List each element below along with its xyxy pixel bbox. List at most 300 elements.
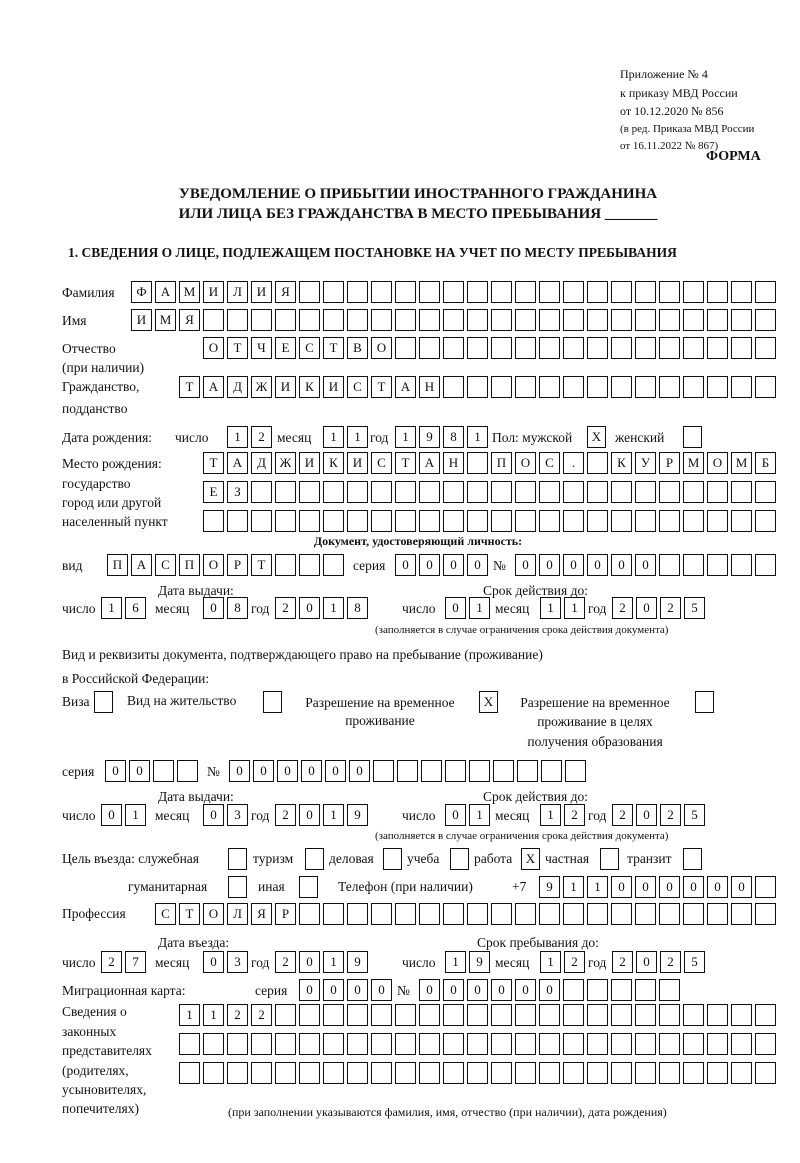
char-cell[interactable]: Ж	[275, 452, 296, 474]
char-cell[interactable]: Р	[659, 452, 680, 474]
char-cell[interactable]	[491, 510, 512, 532]
char-cell[interactable]: 0	[636, 804, 657, 826]
char-cell[interactable]	[371, 903, 392, 925]
char-cell[interactable]: 0	[683, 876, 704, 898]
char-cell[interactable]: 0	[515, 554, 536, 576]
day-field[interactable]	[445, 804, 493, 826]
char-cell[interactable]: 0	[229, 760, 250, 782]
month-field[interactable]	[203, 597, 251, 619]
char-cell[interactable]: 2	[612, 951, 633, 973]
year-field[interactable]	[612, 597, 708, 619]
char-cell[interactable]: 0	[347, 979, 368, 1001]
char-cell[interactable]	[659, 337, 680, 359]
char-cell[interactable]: 1	[563, 876, 584, 898]
char-cell[interactable]: 2	[251, 1004, 272, 1026]
birth-place-row-2[interactable]	[203, 481, 779, 503]
char-cell[interactable]: 1	[445, 951, 466, 973]
char-cell[interactable]: 0	[635, 876, 656, 898]
char-cell[interactable]	[347, 481, 368, 503]
char-cell[interactable]	[179, 1062, 200, 1084]
char-cell[interactable]	[755, 337, 776, 359]
char-cell[interactable]: 2	[101, 951, 122, 973]
char-cell[interactable]	[251, 1062, 272, 1084]
char-cell[interactable]	[587, 376, 608, 398]
char-cell[interactable]: 0	[659, 876, 680, 898]
char-cell[interactable]	[227, 309, 248, 331]
day-field[interactable]	[445, 951, 493, 973]
char-cell[interactable]	[373, 760, 394, 782]
char-cell[interactable]	[731, 510, 752, 532]
char-cell[interactable]: Л	[227, 903, 248, 925]
char-cell[interactable]: .	[563, 452, 584, 474]
char-cell[interactable]	[659, 510, 680, 532]
char-cell[interactable]	[515, 337, 536, 359]
char-cell[interactable]: 8	[347, 597, 368, 619]
char-cell[interactable]	[395, 309, 416, 331]
char-cell[interactable]: 0	[203, 597, 224, 619]
char-cell[interactable]	[371, 1004, 392, 1026]
char-cell[interactable]: К	[323, 452, 344, 474]
year-field[interactable]	[275, 597, 371, 619]
char-cell[interactable]: О	[515, 452, 536, 474]
char-cell[interactable]	[659, 309, 680, 331]
char-cell[interactable]: Д	[227, 376, 248, 398]
char-cell[interactable]	[299, 554, 320, 576]
char-cell[interactable]	[635, 510, 656, 532]
id-doc-number-field[interactable]	[515, 554, 779, 576]
char-cell[interactable]	[539, 903, 560, 925]
char-cell[interactable]	[443, 1004, 464, 1026]
char-cell[interactable]	[707, 309, 728, 331]
char-cell[interactable]: М	[179, 281, 200, 303]
char-cell[interactable]	[565, 760, 586, 782]
char-cell[interactable]: 0	[563, 554, 584, 576]
char-cell[interactable]	[635, 979, 656, 1001]
profession-field[interactable]	[155, 903, 779, 925]
char-cell[interactable]	[731, 309, 752, 331]
char-cell[interactable]	[493, 760, 514, 782]
char-cell[interactable]: О	[203, 554, 224, 576]
char-cell[interactable]: 1	[203, 1004, 224, 1026]
char-cell[interactable]	[539, 1004, 560, 1026]
char-cell[interactable]	[275, 481, 296, 503]
char-cell[interactable]	[755, 554, 776, 576]
char-cell[interactable]	[515, 510, 536, 532]
char-cell[interactable]: 9	[347, 951, 368, 973]
stay-doc-series-field[interactable]	[105, 760, 201, 782]
id-doc-series-field[interactable]	[395, 554, 491, 576]
char-cell[interactable]	[323, 510, 344, 532]
char-cell[interactable]: Т	[179, 376, 200, 398]
char-cell[interactable]: 1	[469, 597, 490, 619]
char-cell[interactable]	[323, 481, 344, 503]
char-cell[interactable]: 0	[395, 554, 416, 576]
char-cell[interactable]	[491, 1033, 512, 1055]
year-field[interactable]	[275, 951, 371, 973]
char-cell[interactable]	[251, 1033, 272, 1055]
char-cell[interactable]	[467, 452, 488, 474]
char-cell[interactable]	[755, 1004, 776, 1026]
char-cell[interactable]	[515, 309, 536, 331]
char-cell[interactable]: 0	[129, 760, 150, 782]
char-cell[interactable]	[227, 510, 248, 532]
visa-checkbox[interactable]	[94, 691, 113, 713]
char-cell[interactable]	[587, 1033, 608, 1055]
char-cell[interactable]	[563, 979, 584, 1001]
char-cell[interactable]	[491, 309, 512, 331]
char-cell[interactable]	[707, 1004, 728, 1026]
month-field[interactable]	[540, 804, 588, 826]
char-cell[interactable]	[419, 1062, 440, 1084]
day-field[interactable]	[101, 951, 149, 973]
char-cell[interactable]: 1	[540, 597, 561, 619]
char-cell[interactable]	[275, 510, 296, 532]
month-field[interactable]	[203, 804, 251, 826]
char-cell[interactable]	[731, 481, 752, 503]
char-cell[interactable]: Я	[179, 309, 200, 331]
char-cell[interactable]: Н	[443, 452, 464, 474]
char-cell[interactable]	[515, 1004, 536, 1026]
char-cell[interactable]	[419, 510, 440, 532]
residence-permit-checkbox[interactable]	[263, 691, 282, 713]
char-cell[interactable]	[491, 903, 512, 925]
char-cell[interactable]: С	[155, 554, 176, 576]
year-field[interactable]	[612, 951, 708, 973]
char-cell[interactable]	[635, 1062, 656, 1084]
char-cell[interactable]	[443, 337, 464, 359]
char-cell[interactable]	[755, 481, 776, 503]
char-cell[interactable]: 0	[299, 597, 320, 619]
char-cell[interactable]: И	[203, 281, 224, 303]
char-cell[interactable]: А	[131, 554, 152, 576]
char-cell[interactable]	[611, 376, 632, 398]
char-cell[interactable]	[755, 876, 776, 898]
char-cell[interactable]	[755, 1062, 776, 1084]
stay-doc-number-field[interactable]	[229, 760, 589, 782]
char-cell[interactable]	[587, 452, 608, 474]
sex-male-checkbox[interactable]: X	[587, 426, 606, 448]
char-cell[interactable]	[683, 903, 704, 925]
char-cell[interactable]	[299, 1033, 320, 1055]
char-cell[interactable]	[563, 376, 584, 398]
char-cell[interactable]	[467, 309, 488, 331]
char-cell[interactable]	[587, 337, 608, 359]
char-cell[interactable]: А	[227, 452, 248, 474]
char-cell[interactable]	[299, 281, 320, 303]
char-cell[interactable]	[467, 337, 488, 359]
char-cell[interactable]	[323, 309, 344, 331]
char-cell[interactable]	[659, 979, 680, 1001]
char-cell[interactable]	[251, 481, 272, 503]
char-cell[interactable]	[563, 1033, 584, 1055]
month-field[interactable]	[540, 597, 588, 619]
char-cell[interactable]	[227, 1033, 248, 1055]
char-cell[interactable]	[659, 1033, 680, 1055]
char-cell[interactable]	[539, 481, 560, 503]
char-cell[interactable]	[347, 1033, 368, 1055]
char-cell[interactable]: 1	[323, 597, 344, 619]
char-cell[interactable]: П	[179, 554, 200, 576]
char-cell[interactable]	[659, 903, 680, 925]
char-cell[interactable]	[395, 510, 416, 532]
char-cell[interactable]: Р	[275, 903, 296, 925]
char-cell[interactable]	[707, 481, 728, 503]
char-cell[interactable]: И	[299, 452, 320, 474]
char-cell[interactable]: 1	[540, 951, 561, 973]
char-cell[interactable]	[683, 376, 704, 398]
char-cell[interactable]	[323, 554, 344, 576]
char-cell[interactable]	[467, 481, 488, 503]
char-cell[interactable]	[539, 1062, 560, 1084]
char-cell[interactable]	[611, 481, 632, 503]
char-cell[interactable]: И	[347, 452, 368, 474]
char-cell[interactable]	[467, 903, 488, 925]
char-cell[interactable]: М	[731, 452, 752, 474]
char-cell[interactable]: 0	[371, 979, 392, 1001]
char-cell[interactable]	[299, 1062, 320, 1084]
char-cell[interactable]: С	[299, 337, 320, 359]
char-cell[interactable]: 8	[443, 426, 464, 448]
char-cell[interactable]	[611, 1033, 632, 1055]
char-cell[interactable]: Я	[275, 281, 296, 303]
char-cell[interactable]: 0	[636, 951, 657, 973]
char-cell[interactable]	[731, 903, 752, 925]
char-cell[interactable]	[371, 309, 392, 331]
char-cell[interactable]: 8	[227, 597, 248, 619]
char-cell[interactable]: 0	[443, 554, 464, 576]
purpose-private-checkbox[interactable]	[600, 848, 619, 870]
char-cell[interactable]	[611, 1004, 632, 1026]
char-cell[interactable]: 0	[445, 597, 466, 619]
char-cell[interactable]	[467, 376, 488, 398]
char-cell[interactable]: 1	[323, 804, 344, 826]
representatives-row-2[interactable]	[179, 1033, 779, 1055]
char-cell[interactable]	[395, 481, 416, 503]
char-cell[interactable]: 0	[419, 979, 440, 1001]
char-cell[interactable]: 0	[299, 804, 320, 826]
char-cell[interactable]: 0	[253, 760, 274, 782]
char-cell[interactable]	[347, 309, 368, 331]
char-cell[interactable]	[683, 1033, 704, 1055]
char-cell[interactable]: В	[347, 337, 368, 359]
char-cell[interactable]	[707, 554, 728, 576]
char-cell[interactable]	[539, 281, 560, 303]
char-cell[interactable]: 1	[540, 804, 561, 826]
char-cell[interactable]	[731, 376, 752, 398]
char-cell[interactable]	[635, 376, 656, 398]
char-cell[interactable]	[707, 281, 728, 303]
char-cell[interactable]	[323, 1033, 344, 1055]
char-cell[interactable]: И	[251, 281, 272, 303]
char-cell[interactable]	[179, 1033, 200, 1055]
purpose-service-checkbox[interactable]	[228, 848, 247, 870]
char-cell[interactable]	[347, 510, 368, 532]
purpose-other-checkbox[interactable]	[299, 876, 318, 898]
char-cell[interactable]: 0	[105, 760, 126, 782]
char-cell[interactable]	[443, 903, 464, 925]
char-cell[interactable]	[443, 510, 464, 532]
char-cell[interactable]	[395, 1004, 416, 1026]
char-cell[interactable]	[731, 281, 752, 303]
char-cell[interactable]	[227, 1062, 248, 1084]
char-cell[interactable]: 0	[443, 979, 464, 1001]
char-cell[interactable]: 0	[539, 979, 560, 1001]
char-cell[interactable]	[153, 760, 174, 782]
char-cell[interactable]: Ж	[251, 376, 272, 398]
char-cell[interactable]	[587, 510, 608, 532]
char-cell[interactable]	[203, 309, 224, 331]
char-cell[interactable]	[517, 760, 538, 782]
char-cell[interactable]	[563, 281, 584, 303]
char-cell[interactable]	[515, 481, 536, 503]
char-cell[interactable]: 2	[660, 597, 681, 619]
char-cell[interactable]: 0	[731, 876, 752, 898]
char-cell[interactable]: 0	[467, 554, 488, 576]
char-cell[interactable]: 2	[275, 804, 296, 826]
trp-edu-checkbox[interactable]	[695, 691, 714, 713]
char-cell[interactable]	[323, 281, 344, 303]
char-cell[interactable]	[635, 309, 656, 331]
char-cell[interactable]	[611, 337, 632, 359]
char-cell[interactable]	[731, 554, 752, 576]
char-cell[interactable]	[299, 510, 320, 532]
char-cell[interactable]	[445, 760, 466, 782]
char-cell[interactable]: 9	[539, 876, 560, 898]
char-cell[interactable]	[251, 309, 272, 331]
char-cell[interactable]	[419, 309, 440, 331]
char-cell[interactable]	[731, 1062, 752, 1084]
char-cell[interactable]	[299, 1004, 320, 1026]
char-cell[interactable]: 0	[491, 979, 512, 1001]
purpose-humanitarian-checkbox[interactable]	[228, 876, 247, 898]
char-cell[interactable]: К	[299, 376, 320, 398]
char-cell[interactable]	[683, 281, 704, 303]
char-cell[interactable]: О	[203, 337, 224, 359]
char-cell[interactable]	[755, 376, 776, 398]
char-cell[interactable]: З	[227, 481, 248, 503]
char-cell[interactable]: 0	[349, 760, 370, 782]
char-cell[interactable]: Р	[227, 554, 248, 576]
char-cell[interactable]: 3	[227, 804, 248, 826]
char-cell[interactable]: А	[419, 452, 440, 474]
char-cell[interactable]	[683, 510, 704, 532]
char-cell[interactable]: 1	[467, 426, 488, 448]
char-cell[interactable]: 1	[179, 1004, 200, 1026]
char-cell[interactable]	[467, 510, 488, 532]
char-cell[interactable]: И	[323, 376, 344, 398]
char-cell[interactable]	[755, 903, 776, 925]
char-cell[interactable]: 9	[469, 951, 490, 973]
char-cell[interactable]	[347, 281, 368, 303]
char-cell[interactable]: Е	[275, 337, 296, 359]
char-cell[interactable]	[275, 554, 296, 576]
char-cell[interactable]	[299, 903, 320, 925]
char-cell[interactable]: 1	[227, 426, 248, 448]
char-cell[interactable]	[421, 760, 442, 782]
month-field[interactable]	[540, 951, 588, 973]
char-cell[interactable]	[635, 281, 656, 303]
char-cell[interactable]	[587, 979, 608, 1001]
char-cell[interactable]	[539, 337, 560, 359]
char-cell[interactable]	[323, 903, 344, 925]
char-cell[interactable]: К	[611, 452, 632, 474]
char-cell[interactable]: Н	[419, 376, 440, 398]
char-cell[interactable]	[587, 903, 608, 925]
char-cell[interactable]	[659, 554, 680, 576]
char-cell[interactable]: С	[371, 452, 392, 474]
char-cell[interactable]	[491, 1062, 512, 1084]
name-field[interactable]	[131, 309, 779, 331]
char-cell[interactable]: 2	[564, 951, 585, 973]
birth-place-row-3[interactable]	[203, 510, 779, 532]
trp-checkbox[interactable]: X	[479, 691, 498, 713]
char-cell[interactable]: 6	[125, 597, 146, 619]
purpose-work-checkbox[interactable]: X	[521, 848, 540, 870]
char-cell[interactable]: 1	[469, 804, 490, 826]
phone-field[interactable]	[539, 876, 779, 898]
day-field[interactable]	[101, 597, 149, 619]
char-cell[interactable]	[539, 1033, 560, 1055]
representatives-row-1[interactable]	[179, 1004, 779, 1026]
sex-female-checkbox[interactable]	[683, 426, 702, 448]
day-field[interactable]	[445, 597, 493, 619]
char-cell[interactable]	[659, 1062, 680, 1084]
purpose-transit-checkbox[interactable]	[683, 848, 702, 870]
char-cell[interactable]	[611, 979, 632, 1001]
char-cell[interactable]: С	[347, 376, 368, 398]
char-cell[interactable]: 7	[125, 951, 146, 973]
char-cell[interactable]	[275, 1033, 296, 1055]
char-cell[interactable]	[683, 481, 704, 503]
char-cell[interactable]: 2	[275, 597, 296, 619]
char-cell[interactable]: Т	[395, 452, 416, 474]
char-cell[interactable]	[371, 1033, 392, 1055]
char-cell[interactable]	[251, 510, 272, 532]
char-cell[interactable]	[443, 1062, 464, 1084]
char-cell[interactable]	[683, 554, 704, 576]
char-cell[interactable]	[443, 281, 464, 303]
char-cell[interactable]	[275, 1062, 296, 1084]
citizenship-field[interactable]	[179, 376, 779, 398]
char-cell[interactable]	[299, 309, 320, 331]
birth-year-field[interactable]	[395, 426, 491, 448]
char-cell[interactable]: И	[131, 309, 152, 331]
char-cell[interactable]: А	[203, 376, 224, 398]
char-cell[interactable]: 0	[299, 951, 320, 973]
char-cell[interactable]	[203, 1033, 224, 1055]
char-cell[interactable]: Т	[227, 337, 248, 359]
char-cell[interactable]: 0	[467, 979, 488, 1001]
char-cell[interactable]	[539, 510, 560, 532]
char-cell[interactable]: 2	[251, 426, 272, 448]
purpose-business-checkbox[interactable]	[383, 848, 402, 870]
char-cell[interactable]: 5	[684, 597, 705, 619]
char-cell[interactable]	[683, 337, 704, 359]
char-cell[interactable]: О	[707, 452, 728, 474]
char-cell[interactable]: 0	[277, 760, 298, 782]
char-cell[interactable]: С	[539, 452, 560, 474]
char-cell[interactable]	[563, 337, 584, 359]
char-cell[interactable]	[395, 903, 416, 925]
char-cell[interactable]	[371, 1062, 392, 1084]
char-cell[interactable]: 2	[564, 804, 585, 826]
char-cell[interactable]: М	[155, 309, 176, 331]
char-cell[interactable]: 0	[203, 951, 224, 973]
char-cell[interactable]: И	[275, 376, 296, 398]
char-cell[interactable]: 1	[395, 426, 416, 448]
char-cell[interactable]	[467, 1033, 488, 1055]
char-cell[interactable]	[395, 281, 416, 303]
